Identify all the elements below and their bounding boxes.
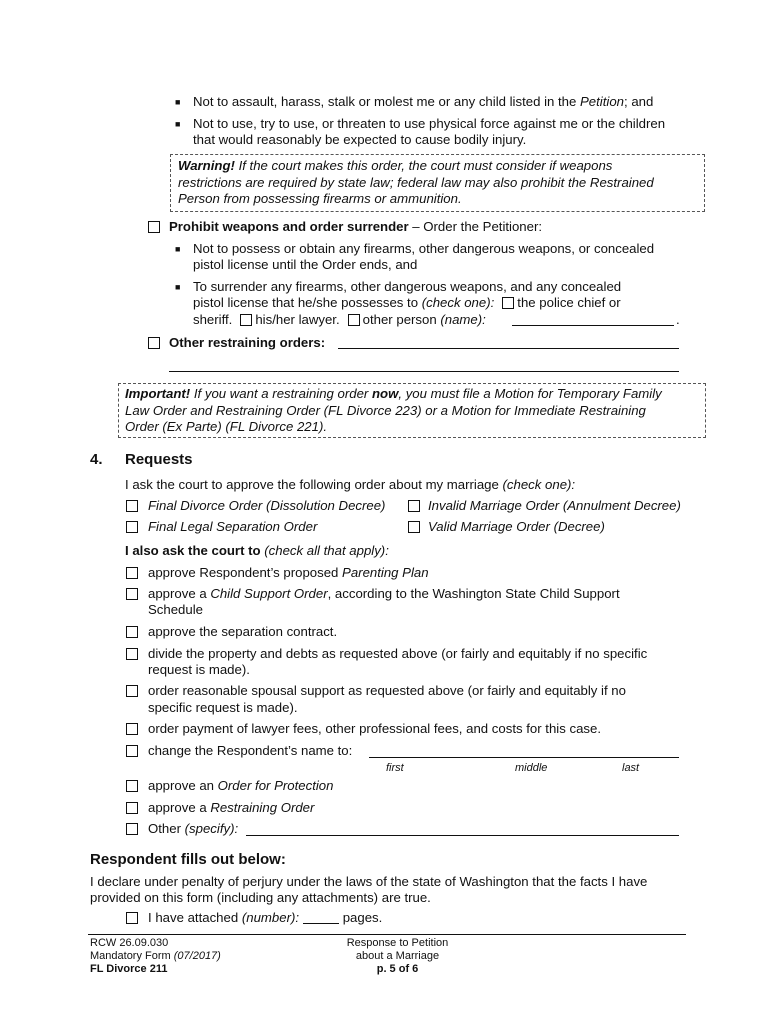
spousal-support-checkbox[interactable] bbox=[126, 685, 138, 697]
also-ask-label: I also ask the court to (check all that apply): bbox=[125, 543, 389, 558]
prohibit-weapons-checkbox[interactable] bbox=[148, 221, 160, 233]
divide-property-label-2: request is made). bbox=[148, 662, 250, 677]
divide-property-label: divide the property and debts as requested above (or fairly and equitably if no specific bbox=[148, 646, 648, 661]
lawyer-fees-checkbox[interactable] bbox=[126, 723, 138, 735]
declaration-text-2: provided on this form (including any attachments) are true. bbox=[90, 890, 431, 905]
lawyer-checkbox[interactable] bbox=[240, 314, 252, 326]
bullet-icon: ■ bbox=[175, 282, 181, 292]
other-restraining-field[interactable] bbox=[338, 348, 679, 349]
valid-marriage-checkbox[interactable] bbox=[408, 521, 420, 533]
other-restraining-checkbox[interactable] bbox=[148, 337, 160, 349]
legal-separation-checkbox[interactable] bbox=[126, 521, 138, 533]
other-request-field[interactable] bbox=[246, 835, 679, 836]
bullet-text: Not to use, try to use, or threaten to use physical force against me or the children bbox=[193, 116, 666, 131]
name-change-label: change the Respondent’s name to: bbox=[148, 743, 353, 758]
other-person-checkbox[interactable] bbox=[348, 314, 360, 326]
lawyer-fees-label: order payment of lawyer fees, other professional fees, and costs for this case. bbox=[148, 721, 601, 736]
important-text: Order (Ex Parte) (FL Divorce 221). bbox=[125, 419, 328, 434]
warning-text: Warning! If the court makes this order, the court must consider if weapons bbox=[178, 158, 613, 173]
bullet-text: that would reasonably be expected to cause bodily injury. bbox=[193, 132, 527, 147]
child-support-checkbox[interactable] bbox=[126, 588, 138, 600]
other-restraining-field-line2[interactable] bbox=[169, 371, 679, 372]
footer-page-number: p. 5 of 6 bbox=[376, 963, 419, 975]
name-change-checkbox[interactable] bbox=[126, 745, 138, 757]
bullet-text: To surrender any firearms, other dangerous weapons, and any concealed bbox=[193, 279, 622, 294]
important-text: Important! If you want a restraining order now, you must file a Motion for Temporary Family bbox=[125, 386, 662, 401]
warning-text: restrictions are required by state law; federal law may also prohibit the Restrained bbox=[178, 175, 654, 190]
other-request-label: Other (specify): bbox=[148, 821, 239, 836]
other-person-name-field[interactable] bbox=[512, 325, 674, 326]
attached-pages-count-field[interactable] bbox=[303, 911, 339, 924]
footer-form-id: FL Divorce 211 bbox=[90, 963, 168, 975]
restraining-order-checkbox[interactable] bbox=[126, 802, 138, 814]
bullet-text: pistol license until the Order ends, and bbox=[193, 257, 418, 272]
divide-property-checkbox[interactable] bbox=[126, 648, 138, 660]
bullet-icon: ■ bbox=[175, 119, 181, 129]
declaration-text: I declare under penalty of perjury under the laws of the state of Washington that the facts I have bbox=[90, 874, 648, 889]
footer-title-2: about a Marriage bbox=[355, 950, 440, 962]
bullet-text: pistol license that he/she possesses to (check one): the police chief or bbox=[193, 295, 621, 310]
legal-separation-label: Final Legal Separation Order bbox=[148, 519, 318, 534]
separation-contract-checkbox[interactable] bbox=[126, 626, 138, 638]
prohibit-weapons-label: Prohibit weapons and order surrender – Order the Petitioner: bbox=[169, 219, 543, 234]
police-chief-checkbox[interactable] bbox=[502, 297, 514, 309]
final-divorce-label: Final Divorce Order (Dissolution Decree) bbox=[148, 498, 386, 513]
warning-text: Person from possessing firearms or ammunition. bbox=[178, 191, 462, 206]
last-name-caption: last bbox=[622, 762, 640, 774]
first-name-caption: first bbox=[386, 762, 404, 774]
bullet-icon: ■ bbox=[175, 97, 181, 107]
other-restraining-label: Other restraining orders: bbox=[169, 335, 326, 350]
footer-mandatory: Mandatory Form (07/2017) bbox=[90, 950, 221, 962]
parenting-plan-label: approve Respondent’s proposed Parenting Plan bbox=[148, 565, 429, 580]
final-divorce-checkbox[interactable] bbox=[126, 500, 138, 512]
footer-rcw: RCW 26.09.030 bbox=[90, 937, 169, 949]
middle-name-caption: middle bbox=[515, 762, 548, 774]
period: . bbox=[676, 312, 680, 327]
bullet-text: sheriff. his/her lawyer. other person (name): bbox=[193, 312, 486, 327]
bullet-text: Not to possess or obtain any firearms, other dangerous weapons, or concealed bbox=[193, 241, 655, 256]
child-support-label-2: Schedule bbox=[148, 602, 203, 617]
attached-pages-checkbox[interactable] bbox=[126, 912, 138, 924]
bullet-text: Not to assault, harass, stalk or molest me or any child listed in the Petition; and bbox=[193, 94, 654, 109]
section-title: Requests bbox=[125, 451, 193, 468]
parenting-plan-checkbox[interactable] bbox=[126, 567, 138, 579]
valid-marriage-label: Valid Marriage Order (Decree) bbox=[428, 519, 605, 534]
new-name-field[interactable] bbox=[369, 757, 679, 758]
respondent-heading: Respondent fills out below: bbox=[90, 851, 286, 868]
bullet-icon: ■ bbox=[175, 244, 181, 254]
important-text: Law Order and Restraining Order (FL Divorce 223) or a Motion for Immediate Restraining bbox=[125, 403, 646, 418]
restraining-order-label: approve a Restraining Order bbox=[148, 800, 315, 815]
order-protection-label: approve an Order for Protection bbox=[148, 778, 334, 793]
spousal-support-label-2: specific request is made). bbox=[148, 700, 298, 715]
other-request-checkbox[interactable] bbox=[126, 823, 138, 835]
footer-title: Response to Petition bbox=[346, 937, 449, 949]
child-support-label: approve a Child Support Order, according to the Washington State Child Support bbox=[148, 586, 620, 601]
footer-divider bbox=[88, 934, 686, 935]
separation-contract-label: approve the separation contract. bbox=[148, 624, 338, 639]
invalid-marriage-label: Invalid Marriage Order (Annulment Decree) bbox=[428, 498, 681, 513]
spousal-support-label: order reasonable spousal support as requested above (or fairly and equitably if no bbox=[148, 683, 626, 698]
invalid-marriage-checkbox[interactable] bbox=[408, 500, 420, 512]
attached-pages-label: I have attached (number): pages. bbox=[148, 910, 383, 925]
order-protection-checkbox[interactable] bbox=[126, 780, 138, 792]
section-number: 4. bbox=[90, 451, 103, 468]
requests-intro: I ask the court to approve the following order about my marriage (check one): bbox=[125, 477, 576, 492]
